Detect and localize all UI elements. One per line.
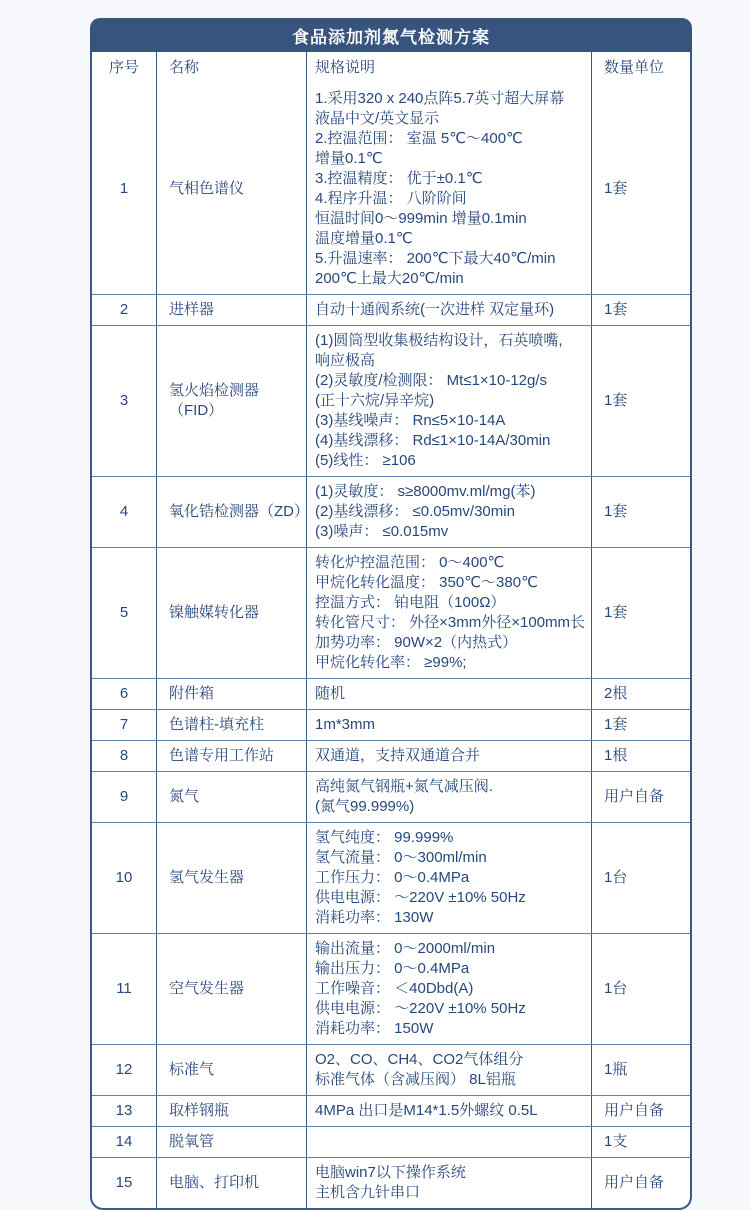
spec-line: (氮气99.999%) xyxy=(315,798,415,815)
spec-line: 4.程序升温： 八阶阶间 xyxy=(315,190,467,207)
table-row xyxy=(92,476,690,547)
row-spec-cell xyxy=(307,823,592,933)
row-serial-cell: 3 xyxy=(92,326,157,476)
spec-line: 电脑win7以下操作系统 xyxy=(315,1164,466,1181)
row-spec-cell xyxy=(307,326,592,476)
spec-block xyxy=(315,715,587,735)
row-qty-cell: 1套 xyxy=(604,392,628,409)
spec-line: 输出压力： 0～0.4MPa xyxy=(315,960,470,977)
table-row xyxy=(92,933,690,1044)
row-serial-cell: 9 xyxy=(92,772,157,822)
spec-line: (5)线性： ≥106 xyxy=(315,452,416,469)
row-name-cell: 氢气发生器 xyxy=(157,823,307,933)
row-spec-cell xyxy=(307,1158,592,1208)
spec-line: (正十六烷/异辛烷) xyxy=(315,392,435,409)
row-serial-cell: 2 xyxy=(92,295,157,325)
row-serial-cell: 5 xyxy=(92,548,157,678)
spec-line: O2、CO、CH4、CO2气体组分 xyxy=(315,1051,524,1068)
row-spec-cell xyxy=(307,1127,592,1157)
row-spec-cell xyxy=(307,295,592,325)
spec-line: 消耗功率： 130W xyxy=(315,909,434,926)
spec-block xyxy=(315,684,587,704)
row-serial-cell: 7 xyxy=(92,710,157,740)
table-row xyxy=(92,294,690,325)
spec-line: 双通道，支持双通道合并 xyxy=(315,747,481,764)
spec-block xyxy=(315,1050,587,1090)
row-qty-cell: 1支 xyxy=(604,1133,628,1150)
spec-line: 液晶中文/英文显示 xyxy=(315,110,440,127)
row-spec-cell xyxy=(307,741,592,771)
column-header-spec: 规格说明 xyxy=(307,52,592,84)
row-spec-cell xyxy=(307,772,592,822)
row-serial-cell: 6 xyxy=(92,679,157,709)
spec-line: 1m*3mm xyxy=(315,716,376,733)
spec-line: 增量0.1℃ xyxy=(315,150,383,167)
spec-line: 供电电源： ～220V ±10% 50Hz xyxy=(315,1000,526,1017)
spec-line: 响应极高 xyxy=(315,352,376,369)
table-body xyxy=(92,84,690,1208)
spec-line: 4MPa 出口是M14*1.5外螺纹 0.5L xyxy=(315,1102,538,1119)
spec-line: 随机 xyxy=(315,685,346,702)
row-name-cell: 气相色谱仪 xyxy=(157,84,307,294)
spec-line: (1)灵敏度： s≥8000mv.ml/mg(苯) xyxy=(315,483,536,500)
row-qty-cell: 1瓶 xyxy=(604,1061,628,1078)
row-qty-cell: 2根 xyxy=(604,685,628,702)
table-row xyxy=(92,1095,690,1126)
table-row xyxy=(92,1044,690,1095)
spec-line: 消耗功率： 150W xyxy=(315,1020,434,1037)
spec-line: 200℃上最大20℃/min xyxy=(315,270,464,287)
spec-line: 5.升温速率： 200℃下最大40℃/min xyxy=(315,250,556,267)
row-spec-cell xyxy=(307,934,592,1044)
row-qty-cell: 1套 xyxy=(604,716,628,733)
table-row xyxy=(92,325,690,476)
row-qty-cell: 1套 xyxy=(604,604,628,621)
spec-line: 1.采用320 x 240点阵5.7英寸超大屏幕 xyxy=(315,90,565,107)
spec-line: 主机含九针串口 xyxy=(315,1184,421,1201)
row-qty-cell: 用户自备 xyxy=(604,1102,665,1119)
row-serial-cell: 1 xyxy=(92,84,157,294)
row-name-cell: 附件箱 xyxy=(157,679,307,709)
row-spec-cell xyxy=(307,1096,592,1126)
spec-line: (4)基线漂移： Rd≤1×10-14A/30min xyxy=(315,432,551,449)
row-name-cell: 氧化锆检测器（ZD） xyxy=(157,477,307,547)
row-spec-cell xyxy=(307,679,592,709)
row-serial-cell: 8 xyxy=(92,741,157,771)
spec-table-card xyxy=(90,18,692,1210)
row-name-cell: 取样钢瓶 xyxy=(157,1096,307,1126)
table-row xyxy=(92,771,690,822)
row-serial-cell: 14 xyxy=(92,1127,157,1157)
spec-block xyxy=(315,553,587,673)
spec-line: 标准气体（含减压阀） 8L铝瓶 xyxy=(315,1071,516,1088)
table-row xyxy=(92,822,690,933)
row-spec-cell xyxy=(307,477,592,547)
row-name-cell: 电脑、打印机 xyxy=(157,1158,307,1208)
row-name-cell: 色谱专用工作站 xyxy=(157,741,307,771)
table-row xyxy=(92,547,690,678)
spec-block xyxy=(315,777,587,817)
table-row xyxy=(92,678,690,709)
column-header-name: 名称 xyxy=(157,52,307,84)
spec-line: 转化管尺寸： 外径×3mm外径×100mm长 xyxy=(315,614,586,631)
spec-block xyxy=(315,331,587,471)
spec-line: 3.控温精度： 优于±0.1℃ xyxy=(315,170,483,187)
row-name-cell: 镍触媒转化器 xyxy=(157,548,307,678)
row-serial-cell: 12 xyxy=(92,1045,157,1095)
row-serial-cell: 11 xyxy=(92,934,157,1044)
spec-line: 转化炉控温范围： 0～400℃ xyxy=(315,554,505,571)
row-qty-cell: 1套 xyxy=(604,503,628,520)
spec-line: 自动十通阀系统(一次进样 双定量环) xyxy=(315,301,555,318)
spec-block xyxy=(315,1101,587,1121)
spec-line: 温度增量0.1℃ xyxy=(315,230,413,247)
row-spec-cell xyxy=(307,1045,592,1095)
row-qty-cell: 用户自备 xyxy=(604,788,665,805)
row-name-cell: 氢火焰检测器（FID） xyxy=(157,326,307,476)
row-name-cell: 氮气 xyxy=(157,772,307,822)
spec-table xyxy=(90,52,692,1210)
row-serial-cell: 15 xyxy=(92,1158,157,1208)
table-row xyxy=(92,1157,690,1208)
spec-block xyxy=(315,828,587,928)
row-qty-cell: 1台 xyxy=(604,869,628,886)
row-qty-cell: 1根 xyxy=(604,747,628,764)
spec-line: 工作压力： 0～0.4MPa xyxy=(315,869,470,886)
spec-line: (3)基线噪声： Rn≤5×10-14A xyxy=(315,412,506,429)
spec-block xyxy=(315,300,587,320)
spec-line: (3)噪声： ≤0.015mv xyxy=(315,523,449,540)
spec-line: 工作噪音： ＜40Dbd(A) xyxy=(315,980,474,997)
row-spec-cell xyxy=(307,710,592,740)
row-qty-cell: 1台 xyxy=(604,980,628,997)
spec-block xyxy=(315,89,587,289)
spec-line: (2)基线漂移： ≤0.05mv/30min xyxy=(315,503,515,520)
table-row xyxy=(92,1126,690,1157)
row-qty-cell: 1套 xyxy=(604,301,628,318)
spec-line: (2)灵敏度/检测限： Mt≤1×10-12g/s xyxy=(315,372,548,389)
spec-block xyxy=(315,939,587,1039)
row-name-cell: 空气发生器 xyxy=(157,934,307,1044)
row-spec-cell xyxy=(307,548,592,678)
row-serial-cell: 10 xyxy=(92,823,157,933)
spec-block xyxy=(315,1163,587,1203)
table-row xyxy=(92,740,690,771)
spec-line: 氢气流量： 0～300ml/min xyxy=(315,849,487,866)
table-title: 食品添加剂氮气检测方案 xyxy=(292,27,490,47)
row-qty-cell: 1套 xyxy=(604,180,628,197)
spec-line: 甲烷化转化率： ≥99%; xyxy=(315,654,467,671)
table-row xyxy=(92,84,690,294)
spec-block xyxy=(315,746,587,766)
spec-line: 输出流量： 0～2000ml/min xyxy=(315,940,496,957)
spec-block xyxy=(315,482,587,542)
row-name-cell: 标准气 xyxy=(157,1045,307,1095)
spec-line: 高纯氮气钢瓶+氮气减压阀. xyxy=(315,778,493,795)
table-title-bar xyxy=(90,18,692,52)
spec-line: 控温方式： 铂电阻（100Ω） xyxy=(315,594,506,611)
row-qty-cell: 用户自备 xyxy=(604,1174,665,1191)
spec-line: 氢气纯度： 99.999% xyxy=(315,829,454,846)
row-name-cell: 色谱柱-填充柱 xyxy=(157,710,307,740)
table-row xyxy=(92,709,690,740)
row-name-cell: 进样器 xyxy=(157,295,307,325)
spec-line: (1)圆筒型收集极结构设计，石英喷嘴, xyxy=(315,332,563,349)
column-header-qty: 数量单位 xyxy=(604,59,665,76)
spec-line: 加势功率： 90W×2（内热式） xyxy=(315,634,518,651)
row-serial-cell: 4 xyxy=(92,477,157,547)
table-header-row xyxy=(92,52,690,84)
row-serial-cell: 13 xyxy=(92,1096,157,1126)
spec-line: 供电电源： ～220V ±10% 50Hz xyxy=(315,889,526,906)
spec-line: 甲烷化转化温度： 350℃～380℃ xyxy=(315,574,538,591)
spec-line: 2.控温范围： 室温 5℃～400℃ xyxy=(315,130,523,147)
spec-line: 恒温时间0～999min 增量0.1min xyxy=(315,210,527,227)
column-header-serial: 序号 xyxy=(92,52,157,84)
row-spec-cell xyxy=(307,84,592,294)
row-name-cell: 脱氧管 xyxy=(157,1127,307,1157)
